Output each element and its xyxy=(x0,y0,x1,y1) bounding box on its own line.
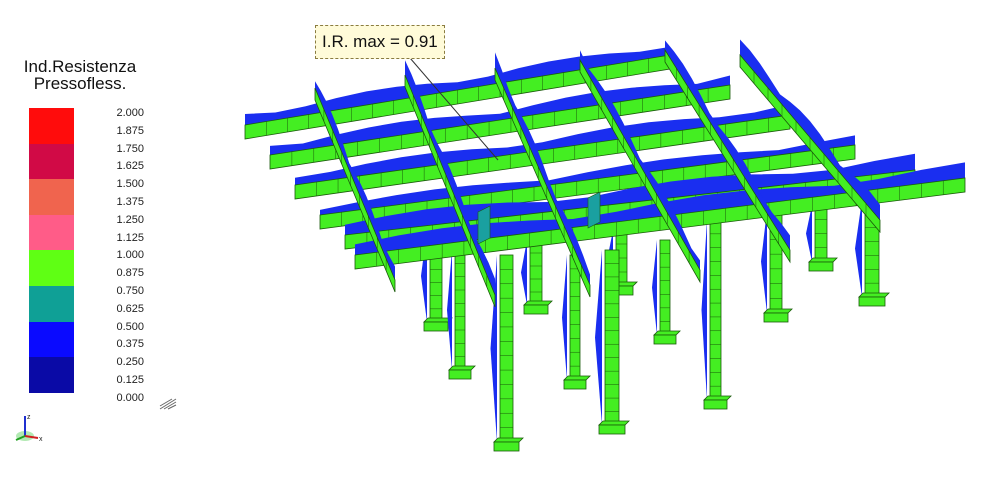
column-foot xyxy=(654,331,680,335)
legend-tick-label: 0.250 xyxy=(116,356,144,369)
peak-panel xyxy=(588,192,600,228)
column-diagram xyxy=(521,240,527,305)
column-diagram xyxy=(447,250,452,370)
column xyxy=(710,220,721,400)
legend-tick-label: 1.375 xyxy=(116,195,144,208)
legend-tick-label: 2.000 xyxy=(116,107,144,119)
column-diagram xyxy=(562,255,567,380)
legend-tick-label: 0.500 xyxy=(116,320,144,333)
column-foot xyxy=(449,370,471,379)
column-foot xyxy=(424,322,448,331)
legend-tick-label: 0.375 xyxy=(116,338,144,351)
legend-tick-label: 0.625 xyxy=(116,302,144,315)
peak-panel xyxy=(478,206,490,244)
column-diagram xyxy=(595,250,602,425)
column-diagram xyxy=(652,240,657,335)
column xyxy=(500,255,513,442)
triad-z-label: z xyxy=(27,414,31,421)
column-foot xyxy=(764,309,792,313)
column-foot xyxy=(704,400,727,409)
legend-tick-label: 0.750 xyxy=(116,284,144,297)
column-foot xyxy=(809,262,833,271)
column-foot xyxy=(859,297,885,306)
column-foot xyxy=(809,258,837,262)
legend-tick-label: 1.875 xyxy=(116,124,144,137)
column-foot xyxy=(599,425,625,434)
legend-tick-label: 1.125 xyxy=(116,231,144,244)
column-foot xyxy=(599,421,629,425)
column-foot xyxy=(449,366,475,370)
column-foot xyxy=(524,301,552,305)
column-foot xyxy=(524,305,548,314)
column-foot xyxy=(494,438,523,442)
triad-x-label: x xyxy=(39,436,43,443)
legend-title-line-1: Ind.Resistenza xyxy=(23,57,137,76)
column xyxy=(605,250,619,425)
column xyxy=(530,240,542,305)
column-diagram xyxy=(806,205,812,262)
legend-tick-label: 1.500 xyxy=(116,178,144,191)
column-diagram xyxy=(702,220,708,400)
column-foot xyxy=(494,442,519,451)
column-foot xyxy=(764,313,788,322)
legend-tick-label: 0.125 xyxy=(116,373,144,386)
legend-tick-label: 1.625 xyxy=(116,160,144,173)
column xyxy=(570,255,580,380)
column-foot xyxy=(859,293,889,297)
max-ir-callout[interactable]: I.R. max = 0.91 xyxy=(315,25,445,59)
legend-title-line-2: Pressofless. xyxy=(33,74,127,93)
column-foot xyxy=(654,335,676,344)
column-diagram xyxy=(855,200,862,297)
column-foot xyxy=(564,376,590,380)
column-diagram xyxy=(761,210,767,313)
column xyxy=(455,250,465,370)
column-foot xyxy=(564,380,586,389)
legend-tick-label: 0.875 xyxy=(116,267,144,280)
legend-tick-label: 1.000 xyxy=(116,249,144,262)
legend-tick-label: 0.000 xyxy=(116,391,144,404)
column-foot xyxy=(704,396,731,400)
legend-tick-label: 1.750 xyxy=(116,142,144,155)
column xyxy=(660,240,670,335)
legend-tick-label: 1.250 xyxy=(116,213,144,226)
